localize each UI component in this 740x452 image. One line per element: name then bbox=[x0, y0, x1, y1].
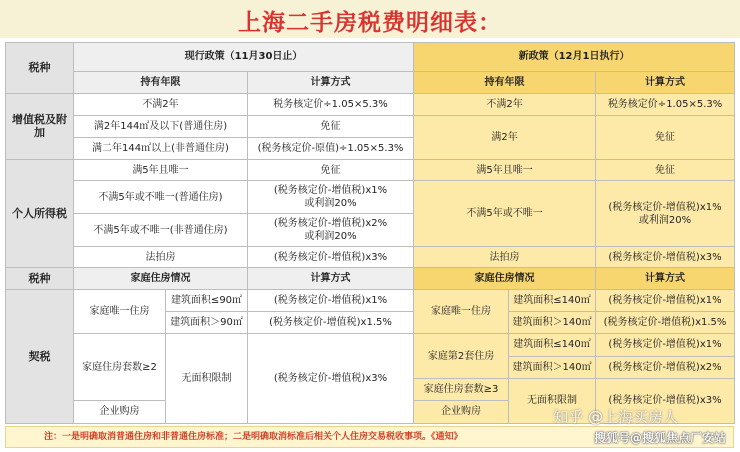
vat-old-calc-2: 免征 bbox=[248, 115, 414, 137]
deed-header-new-family: 家庭住房情况 bbox=[414, 268, 596, 290]
page-title: 上海二手房税费明细表： bbox=[238, 9, 502, 36]
vat-label: 增值税及附加 bbox=[6, 93, 74, 159]
vat-old-calc-3: (税务核定价-原值)÷1.05×5.3% bbox=[248, 137, 414, 159]
deed-old-no-limit: 无面积限制 bbox=[166, 334, 248, 424]
pit-new-calc-2 bbox=[596, 180, 735, 246]
vat-new-calc-2: 免征 bbox=[596, 115, 735, 159]
deed-new-second-small-calc: (税务核定价-增值税)x1% bbox=[596, 334, 735, 356]
pit-new-calc-2a: (税务核定价-增值税)x1% bbox=[608, 201, 722, 213]
deed-new-only-large: 建筑面积＞140㎡ bbox=[509, 312, 596, 334]
header-category: 税种 bbox=[6, 43, 74, 94]
vat-old-cond-1: 不满2年 bbox=[74, 93, 248, 115]
deed-new-no-limit: 无面积限制 bbox=[509, 378, 596, 423]
pit-new-cond-3: 法拍房 bbox=[414, 247, 596, 268]
pit-old-calc-3b: 或利润20% bbox=[304, 231, 357, 243]
deed-label: 契税 bbox=[6, 290, 74, 424]
pit-old-calc-3 bbox=[248, 214, 414, 247]
pit-old-calc-2b: 或利润20% bbox=[304, 198, 357, 210]
pit-new-cond-2: 不满5年或不唯一 bbox=[414, 180, 596, 246]
deed-old-company: 企业购房 bbox=[74, 400, 166, 423]
pit-old-calc-3a: (税务核定价-增值税)x2% bbox=[273, 218, 388, 230]
header-new-method: 计算方式 bbox=[596, 71, 735, 93]
watermark-zhihu: 知乎 @上海买房人 bbox=[553, 408, 678, 426]
pit-old-cond-3: 不满5年或不唯一(非普通住房) bbox=[74, 214, 248, 247]
deed-new-no-limit-calc: (税务核定价-增值税)x3% bbox=[596, 378, 735, 423]
deed-header-category: 税种 bbox=[6, 268, 74, 290]
vat-new-calc-1: 税务核定价÷1.05×5.3% bbox=[596, 93, 735, 115]
table-row bbox=[6, 268, 735, 290]
pit-old-calc-1: 免征 bbox=[248, 160, 414, 181]
vat-new-cond-2: 满2年 bbox=[414, 115, 596, 159]
table-row bbox=[6, 71, 735, 93]
deed-old-area-large-calc: (税务核定价-增值税)x1.5% bbox=[248, 312, 414, 334]
pit-old-cond-4: 法拍房 bbox=[74, 247, 248, 268]
pit-old-calc-2 bbox=[248, 180, 414, 213]
deed-new-company: 企业购房 bbox=[414, 400, 509, 423]
pit-new-calc-1: 免征 bbox=[596, 160, 735, 181]
header-new-policy: 新政策（12月1日执行） bbox=[414, 43, 735, 72]
table-row bbox=[6, 43, 735, 72]
vat-old-cond-2: 满2年144㎡及以下(普通住房) bbox=[74, 115, 248, 137]
deed-old-only-home: 家庭唯一住房 bbox=[74, 290, 166, 334]
deed-new-second-small: 建筑面积≤140㎡ bbox=[509, 334, 596, 356]
table-row bbox=[6, 247, 735, 268]
deed-new-second-large: 建筑面积＞140㎡ bbox=[509, 356, 596, 378]
pit-new-calc-3: (税务核定价-增值税)x3% bbox=[596, 247, 735, 268]
footnote: 注：一是明确取消普通住房和非普通住房标准；二是明确取消标准后相关个人住房交易税收事项。《通知》 bbox=[5, 426, 734, 448]
vat-old-calc-1: 税务核定价÷1.05×5.3% bbox=[248, 93, 414, 115]
deed-new-only-small-calc: (税务核定价-增值税)x1% bbox=[596, 290, 735, 312]
deed-old-multi: 家庭住房套数≥2 bbox=[74, 334, 166, 400]
deed-old-no-limit-calc: (税务核定价-增值税)x3% bbox=[248, 334, 414, 424]
tax-table bbox=[5, 42, 735, 424]
deed-header-old-family: 家庭住房情况 bbox=[74, 268, 248, 290]
deed-new-second-large-calc: (税务核定价-增值税)x2% bbox=[596, 356, 735, 378]
pit-label: 个人所得税 bbox=[6, 160, 74, 268]
deed-new-multi: 家庭住房套数≥3 bbox=[414, 378, 509, 400]
deed-new-only-small: 建筑面积≤140㎡ bbox=[509, 290, 596, 312]
deed-header-new-method: 计算方式 bbox=[596, 268, 735, 290]
pit-old-cond-2: 不满5年或不唯一(普通住房) bbox=[74, 180, 248, 213]
table-row bbox=[6, 160, 735, 181]
deed-new-only-large-calc: (税务核定价-增值税)x1.5% bbox=[596, 312, 735, 334]
header-old-holding: 持有年限 bbox=[74, 71, 248, 93]
header-old-policy: 现行政策（11月30日止） bbox=[74, 43, 414, 72]
deed-header-old-method: 计算方式 bbox=[248, 268, 414, 290]
deed-old-area-small-calc: (税务核定价-增值税)x1% bbox=[248, 290, 414, 312]
deed-new-only-home: 家庭唯一住房 bbox=[414, 290, 509, 334]
pit-new-cond-1: 满5年且唯一 bbox=[414, 160, 596, 181]
vat-old-cond-3: 满二年144㎡以上(非普通住房) bbox=[74, 137, 248, 159]
watermark-sohu: 搜狐号@搜狐焦点厂安站 bbox=[593, 431, 726, 445]
table-row bbox=[6, 115, 735, 137]
deed-new-second-home: 家庭第2套住房 bbox=[414, 334, 509, 378]
deed-old-area-large: 建筑面积＞90㎡ bbox=[166, 312, 248, 334]
vat-new-cond-1: 不满2年 bbox=[414, 93, 596, 115]
pit-new-calc-2b: 或利润20% bbox=[638, 214, 692, 226]
pit-old-cond-1: 满5年且唯一 bbox=[74, 160, 248, 181]
table-row bbox=[6, 93, 735, 115]
header-old-method: 计算方式 bbox=[248, 71, 414, 93]
pit-old-calc-2a: (税务核定价-增值税)x1% bbox=[273, 185, 388, 197]
deed-old-area-small: 建筑面积≤90㎡ bbox=[166, 290, 248, 312]
table-row bbox=[6, 290, 735, 312]
header-new-holding: 持有年限 bbox=[414, 71, 596, 93]
pit-old-calc-4: (税务核定价-增值税)x3% bbox=[248, 247, 414, 268]
table-row bbox=[6, 180, 735, 213]
table-row bbox=[6, 334, 735, 356]
